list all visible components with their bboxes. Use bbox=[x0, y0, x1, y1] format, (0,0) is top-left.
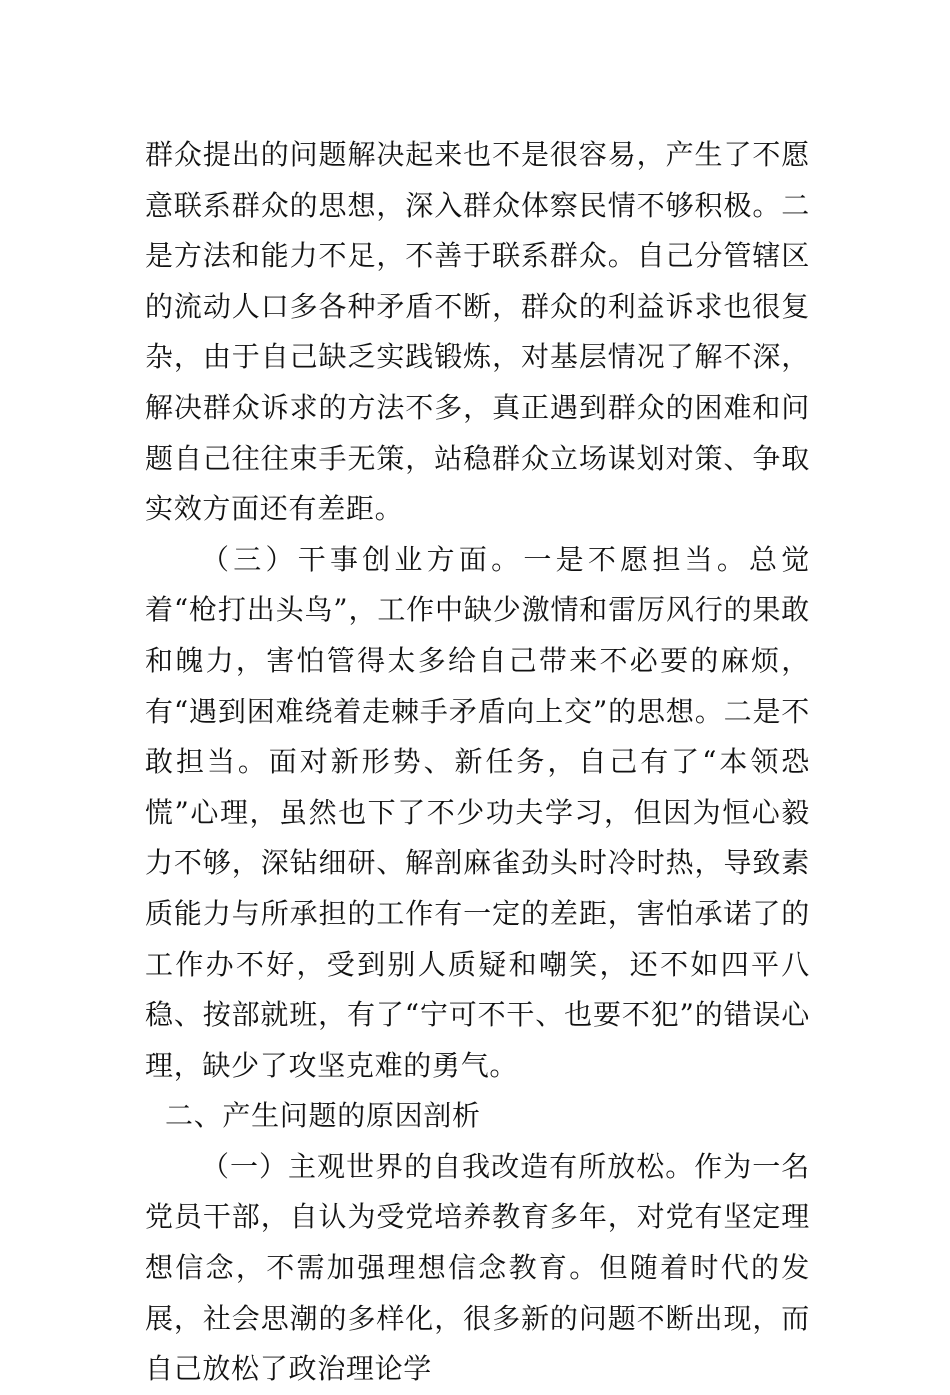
paragraph-continuation: 群众提出的问题解决起来也不是很容易，产生了不愿意联系群众的思想，深入群众体察民情不够积极。二是方法和能力不足，不善于联系群众。自己分管辖区的流动人口多各种矛盾不断，群众的利益诉求也很复杂，由于自己缺乏实践锻炼，对基层情况了解不深，解决群众诉求的方法不多，真正遇到群众的困难和问题自己往往束手无策，站稳群众立场谋划对策、争取实效方面还有差距。 bbox=[145, 138, 810, 526]
paragraph-work-entrepreneurship: （三）干事创业方面。一是不愿担当。总觉着“枪打出头鸟”，工作中缺少激情和雷厉风行的果敢和魄力，害怕管得太多给自己带来不必要的麻烦，有“遇到困难绕着走棘手矛盾向上交”的思想。二是不敢担当。面对新形势、新任务，自己有了“本领恐慌”心理，虽然也下了不少功夫学习，但因为恒心毅力不够，深钻细研、解剖麻雀劲头时冷时热，导致素质能力与所承担的工作有一定的差距，害怕承诺了的工作办不好，受到别人质疑和嘲笑，还不如四平八稳、按部就班，有了“宁可不干、也要不犯”的错误心理，缺少了攻坚克难的勇气。 bbox=[145, 542, 810, 1082]
section-heading-cause-analysis: 二、产生问题的原因剖析 bbox=[165, 1099, 481, 1133]
document-body bbox=[145, 130, 810, 1395]
paragraph-subjective-world: （一）主观世界的自我改造有所放松。作为一名党员干部，自认为受党培养教育多年，对党有坚定理想信念，不需加强理想信念教育。但随着时代的发展，社会思潮的多样化，很多新的问题不断出现，而自己放松了政治理论学 bbox=[145, 1149, 810, 1386]
